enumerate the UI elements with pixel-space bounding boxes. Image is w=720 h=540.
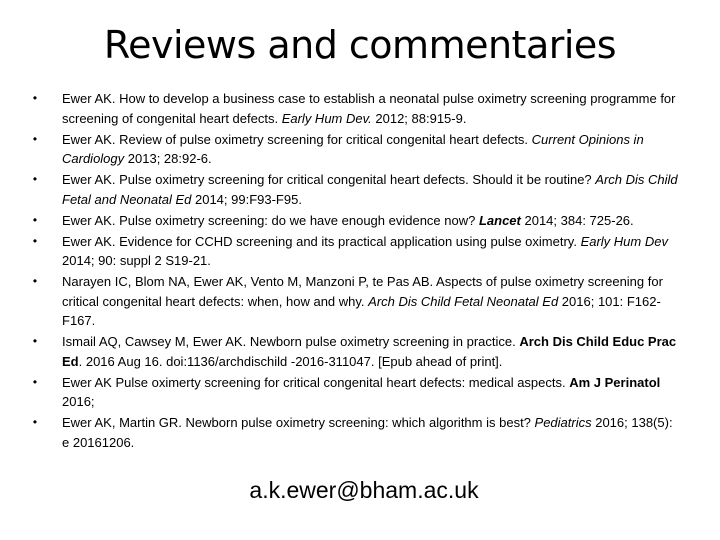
reference-item — [30, 332, 682, 371]
reference-journal: Am J Perinatol — [569, 374, 661, 390]
reference-item — [30, 413, 682, 452]
reference-text: . 2016 Aug 16. doi:1136/archdischild -2016-311047. [Epub ahead of print]. — [78, 353, 503, 369]
reference-item — [30, 89, 682, 128]
reference-list — [30, 89, 682, 454]
reference-journal: Current Opinions in Cardiology — [62, 131, 644, 166]
reference-text: Ewer AK, Martin GR. Newborn pulse oximetry screening: which algorithm is best? — [62, 415, 535, 430]
reference-item — [30, 130, 682, 169]
reference-journal: Early Hum Dev. — [281, 110, 372, 126]
reference-text: 2016; — [62, 394, 95, 409]
reference-journal: Arch Dis Child Fetal Neonatal Ed — [368, 293, 559, 309]
reference-item — [30, 373, 682, 412]
reference-text: Ewer AK. Review of pulse oximetry screening for critical congenital heart defects. — [62, 131, 532, 147]
reference-journal: Arch Dis Child Fetal and Neonatal Ed — [62, 172, 678, 207]
reference-journal: Lancet — [478, 212, 521, 228]
reference-text: 2016; 101: F162-F167. — [62, 293, 661, 328]
bullet-icon: • — [32, 374, 38, 389]
reference-text: 2014; 90: suppl 2 S19-21. — [62, 253, 211, 268]
reference-text: Ewer AK. Pulse oximetry screening: do we have enough evidence now? — [62, 212, 479, 228]
bullet-icon: • — [32, 233, 38, 248]
reference-item — [30, 170, 682, 209]
bullet-icon: • — [32, 172, 38, 186]
contact-email[interactable]: a.k.ewer@bham.ac.uk — [249, 477, 479, 503]
reference-text: 2014; 384: 725-26. — [520, 212, 634, 228]
reference-text: Ewer AK Pulse oximerty screening for critical congenital heart defects: medical aspects. — [62, 374, 570, 390]
bullet-icon: • — [32, 274, 38, 288]
reference-text: Ewer AK. How to develop a business case to establish a neonatal pulse oximetry screening programme for screening of congenital heart defects. — [62, 91, 676, 126]
reference-text: 2014; 99:F93-F95. — [191, 191, 302, 207]
reference-text: 2013; 28:92-6. — [124, 151, 212, 166]
reference-text: Ewer AK. Evidence for CCHD screening and its practical application using pulse oximetry. — [62, 233, 581, 249]
reference-item — [30, 211, 682, 231]
bullet-icon: • — [32, 212, 38, 227]
reference-item — [30, 232, 682, 271]
reference-text: 2016; 138(5): e 20161206. — [62, 415, 673, 450]
slide-title: Reviews and commentaries — [103, 23, 617, 67]
bullet-icon: • — [32, 334, 38, 348]
reference-text: 2012; 88:915-9. — [371, 110, 467, 126]
reference-journal: Early Hum Dev — [580, 233, 668, 249]
reference-text: Narayen IC, Blom NA, Ewer AK, Vento M, Manzoni P, te Pas AB. Aspects of pulse oximetry screening for critical congenital heart defects: when, how and why. — [62, 274, 663, 309]
reference-text: Ismail AQ, Cawsey M, Ewer AK. Newborn pulse oximetry screening in practice. — [62, 334, 520, 349]
bullet-icon: • — [32, 415, 38, 429]
bullet-icon: • — [32, 91, 38, 105]
bullet-icon: • — [32, 131, 38, 146]
reference-journal: Arch Dis Child Educ Prac Ed — [62, 334, 677, 369]
reference-item — [30, 272, 682, 331]
reference-text: Ewer AK. Pulse oximetry screening for critical congenital heart defects. Should it be routine? — [62, 172, 596, 187]
reference-journal: Pediatrics — [534, 415, 592, 430]
